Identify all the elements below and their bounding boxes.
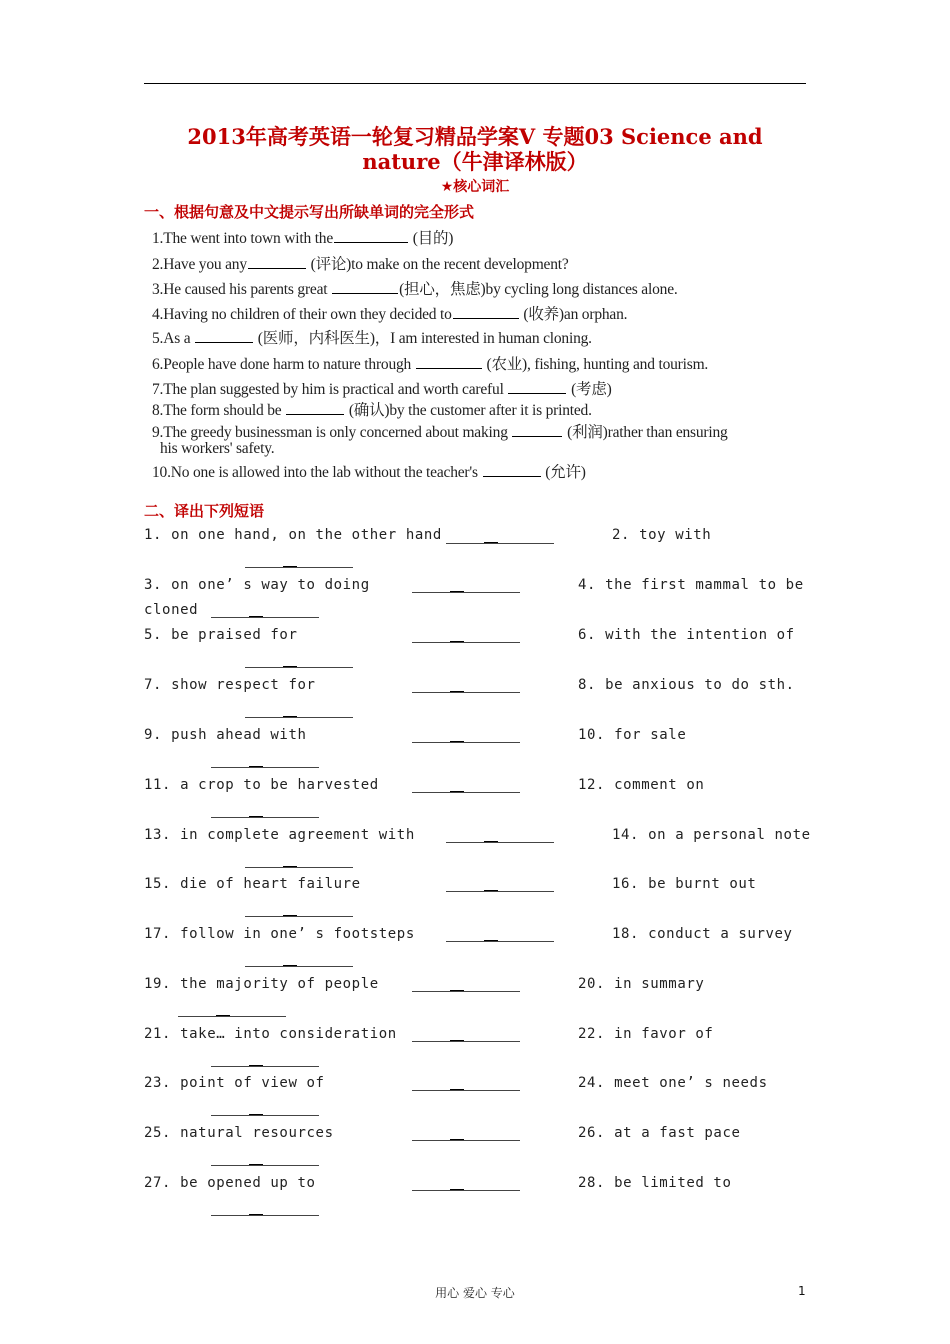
answer-line	[412, 792, 520, 793]
vocab-item: 3.He caused his parents great (担心，焦虑)by cycling long distances alone.	[152, 281, 678, 298]
answer-line	[245, 966, 353, 967]
answer-line	[412, 1140, 520, 1141]
header-rule	[144, 83, 806, 84]
document-title-line2: nature（牛津译林版）	[362, 149, 588, 174]
phrase-item: 23. point of view of	[144, 1075, 325, 1091]
vocab-item: 2.Have you any (评论)to make on the recent development?	[152, 256, 569, 273]
answer-line	[245, 667, 353, 668]
phrase-item: 25. natural resources	[144, 1125, 334, 1141]
answer-line	[211, 817, 319, 818]
phrase-item: 4. the first mammal to be	[578, 577, 804, 593]
phrase-item: 1. on one hand, on the other hand	[144, 527, 442, 543]
phrase-item: 14. on a personal note	[612, 827, 811, 843]
answer-line	[211, 1165, 319, 1166]
phrase-item: 7. show respect for	[144, 677, 316, 693]
section1-heading: 一、根据句意及中文提示写出所缺单词的完全形式	[144, 203, 475, 221]
vocab-item-cont: his workers' safety.	[160, 440, 275, 457]
page-footer: 用心 爱心 专心	[435, 1286, 515, 1300]
vocab-item: 6.People have done harm to nature through (农业), fishing, hunting and tourism.	[152, 356, 709, 373]
phrase-item-cont: cloned	[144, 602, 199, 618]
phrase-item: 18. conduct a survey	[612, 926, 793, 942]
phrase-item: 22. in favor of	[578, 1026, 714, 1042]
phrase-item: 11. a crop to be harvested	[144, 777, 379, 793]
phrase-item: 9. push ahead with	[144, 727, 307, 743]
answer-line	[211, 1115, 319, 1116]
core-vocab-label: ★核心词汇	[440, 179, 510, 195]
answer-line	[446, 941, 554, 942]
phrase-item: 21. take… into consideration	[144, 1026, 397, 1042]
vocab-item: 5.As a (医师，内科医生)，I am interested in human cloning.	[152, 330, 592, 347]
phrase-item: 3. on one’ s way to doing	[144, 577, 370, 593]
phrase-item: 20. in summary	[578, 976, 705, 992]
phrase-item: 13. in complete agreement with	[144, 827, 415, 843]
phrase-item: 28. be limited to	[578, 1175, 732, 1191]
phrase-item: 26. at a fast pace	[578, 1125, 741, 1141]
phrase-item: 17. follow in one’ s footsteps	[144, 926, 415, 942]
answer-line	[412, 991, 520, 992]
answer-line	[412, 592, 520, 593]
vocab-item: 8.The form should be (确认)by the customer after it is printed.	[152, 402, 592, 419]
phrase-item: 8. be anxious to do sth.	[578, 677, 795, 693]
phrase-item: 15. die of heart failure	[144, 876, 361, 892]
document-title-line1: 2013年高考英语一轮复习精品学案Ⅴ 专题03 Science and	[187, 124, 763, 149]
answer-line	[211, 1215, 319, 1216]
answer-line	[446, 842, 554, 843]
answer-line	[211, 767, 319, 768]
answer-line	[245, 567, 353, 568]
answer-line	[245, 867, 353, 868]
phrase-item: 12. comment on	[578, 777, 705, 793]
phrase-item: 24. meet one’ s needs	[578, 1075, 768, 1091]
answer-line	[412, 1090, 520, 1091]
answer-line	[211, 617, 319, 618]
vocab-item: 9.The greedy businessman is only concerned about making (利润)rather than ensuring	[152, 424, 728, 441]
phrase-item: 16. be burnt out	[612, 876, 757, 892]
phrase-item: 19. the majority of people	[144, 976, 379, 992]
phrase-item: 27. be opened up to	[144, 1175, 316, 1191]
phrase-item: 6. with the intention of	[578, 627, 795, 643]
answer-line	[446, 891, 554, 892]
answer-line	[178, 1016, 286, 1017]
phrase-item: 5. be praised for	[144, 627, 298, 643]
page-number: 1	[798, 1284, 806, 1298]
answer-line	[446, 543, 554, 544]
vocab-item: 7.The plan suggested by him is practical and worth careful (考虑)	[152, 381, 612, 398]
answer-line	[412, 642, 520, 643]
section2-heading: 二、译出下列短语	[144, 502, 265, 520]
answer-line	[211, 1066, 319, 1067]
answer-line	[245, 717, 353, 718]
answer-line	[412, 1190, 520, 1191]
answer-line	[412, 742, 520, 743]
answer-line	[412, 1041, 520, 1042]
vocab-item: 10.No one is allowed into the lab without the teacher's (允许)	[152, 464, 586, 481]
phrase-item: 2. toy with	[612, 527, 712, 543]
phrase-item: 10. for sale	[578, 727, 687, 743]
answer-line	[245, 916, 353, 917]
vocab-item: 4.Having no children of their own they decided to (收养)an orphan.	[152, 306, 628, 323]
answer-line	[412, 692, 520, 693]
vocab-item: 1.The went into town with the (目的)	[152, 230, 454, 247]
